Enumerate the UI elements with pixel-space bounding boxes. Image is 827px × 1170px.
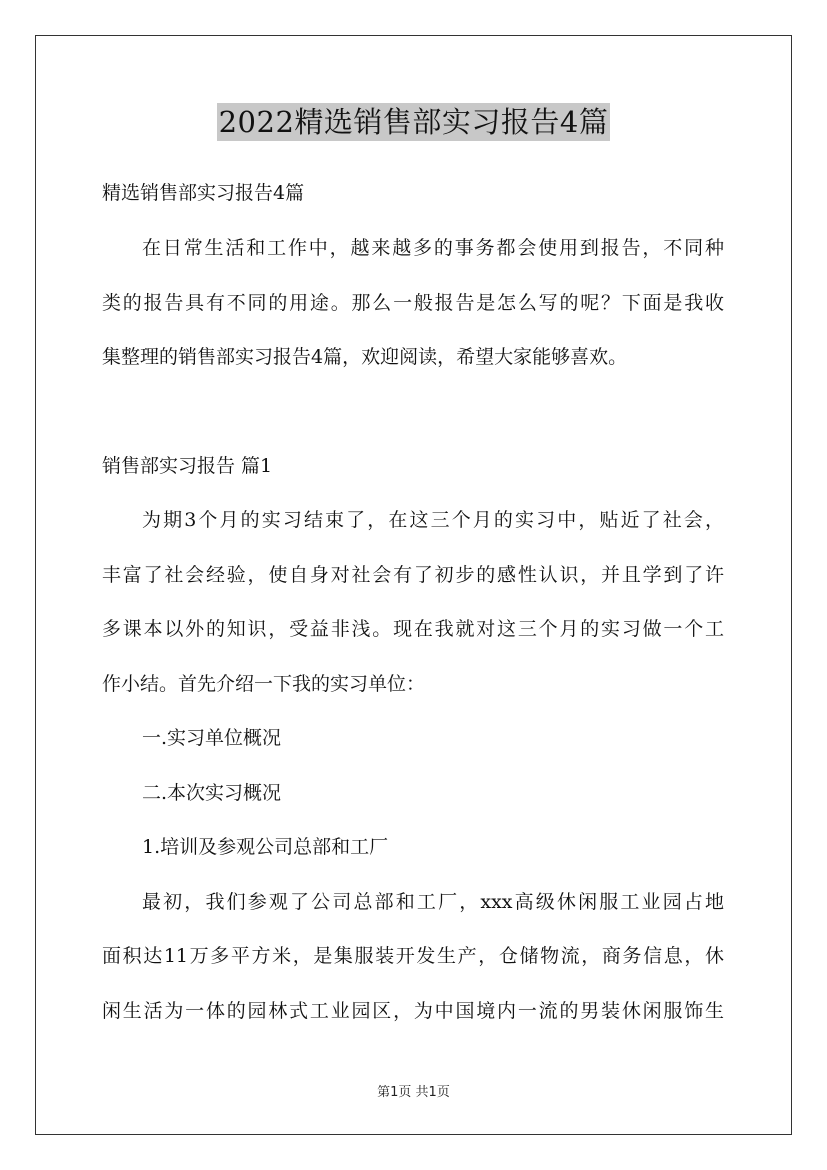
paragraph-line: 丰富了社会经验，使自身对社会有了初步的感性认识，并且学到了许 — [102, 564, 724, 586]
paragraph-line: 多课本以外的知识，受益非浅。现在我就对这三个月的实习做一个工 — [102, 618, 724, 640]
title-container — [0, 103, 827, 141]
list-item: 二.本次实习概况 — [142, 782, 282, 804]
paragraph-line: 为期3个月的实习结束了，在这三个月的实习中，贴近了社会， — [142, 509, 724, 531]
sub-list-item: 1.培训及参观公司总部和工厂 — [142, 836, 389, 858]
intro-line-1: 在日常生活和工作中，越来越多的事务都会使用到报告，不同种 — [142, 237, 724, 259]
document-title: 2022精选销售部实习报告4篇 — [218, 105, 609, 139]
paragraph-line: 面积达11万多平方米，是集服装开发生产，仓储物流，商务信息，休 — [102, 945, 724, 967]
paragraph-line: 闲生活为一体的园林式工业园区，为中国境内一流的男装休闲服饰生 — [102, 1000, 724, 1022]
intro-line-2: 类的报告具有不同的用途。那么一般报告是怎么写的呢？下面是我收 — [102, 292, 724, 314]
paragraph-line: 最初，我们参观了公司总部和工厂，xxx高级休闲服工业园占地 — [142, 891, 724, 913]
intro-line-3: 集整理的销售部实习报告4篇，欢迎阅读，希望大家能够喜欢。 — [102, 346, 628, 368]
section-heading: 销售部实习报告 篇1 — [102, 455, 273, 477]
paragraph-line: 作小结。首先介绍一下我的实习单位： — [102, 673, 426, 695]
subtitle: 精选销售部实习报告4篇 — [102, 182, 305, 204]
list-item: 一.实习单位概况 — [142, 727, 282, 749]
page-footer: 第1页 共1页 — [377, 1085, 450, 1100]
